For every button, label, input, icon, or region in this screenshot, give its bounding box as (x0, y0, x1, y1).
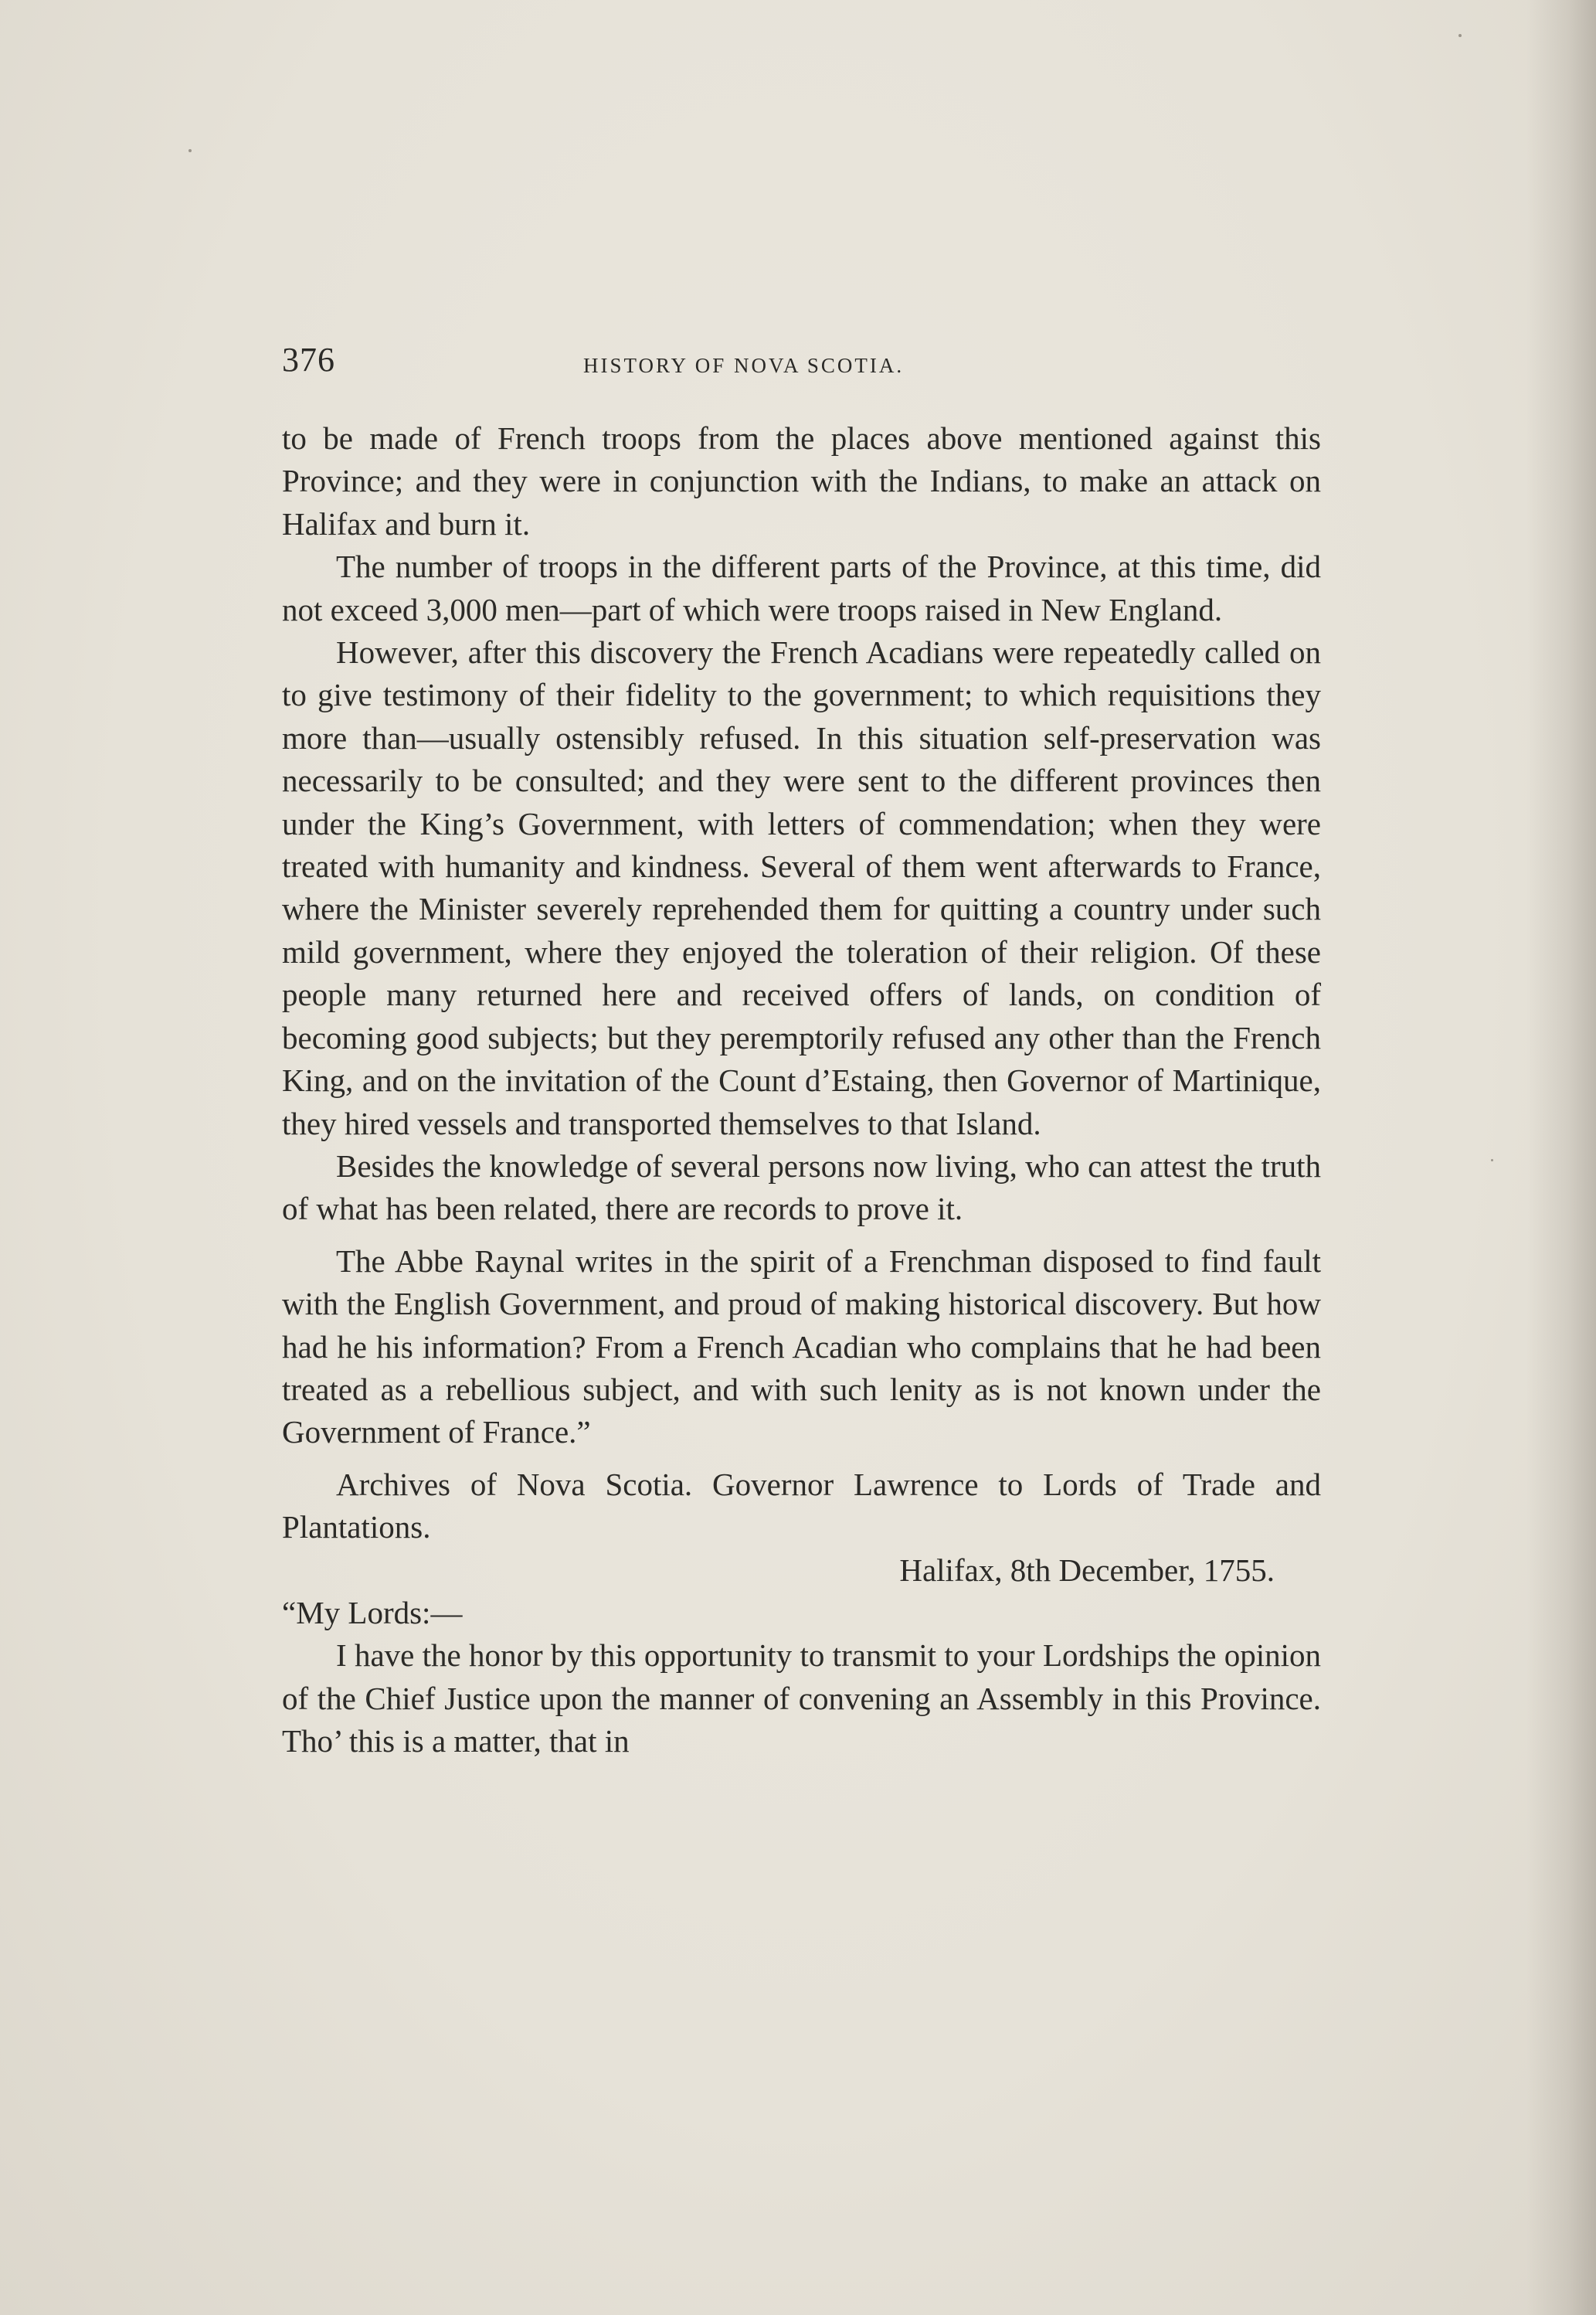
paragraph-continued: to be made of French troops from the places above mentioned against this Province; and they were in conjunction with the Indians, to make an attack on Halifax and burn it. (282, 420, 1321, 542)
paper-speck (188, 149, 192, 152)
paper-speck (1458, 34, 1462, 37)
body-text (282, 417, 1321, 1763)
paragraph: The Abbe Raynal writes in the spirit of a Frenchman disposed to find fault with the English Government, and proud of making historical discovery. But how had he his information? From a French Acadian who complains that he had been treated as a rebellious subject, and with such lenity as is not known under the Government of France.” (282, 1242, 1321, 1450)
running-head: HISTORY OF NOVA SCOTIA. (583, 354, 905, 377)
source-citation: Archives of Nova Scotia. Governor Lawrence to Lords of Trade and Plantations. (282, 1466, 1321, 1545)
page-gutter-shadow (1526, 0, 1596, 2315)
paragraph: However, after this discovery the French Acadians were repeatedly called on to give testimony of their fidelity to the government; to which requisitions they more than—usually ostensibly refused. In this situation self-preservation was necessarily to be consulted; and they were sent to the different provinces then under the King’s Government, with letters of commendation; when they were treated with humanity and kindness. Several of them went afterwards to France, where the Minister severely reprehended them for quitting a country under such mild government, where they enjoyed the toleration of their religion. Of these people many returned here and received offers of lands, on condition of becoming good subjects; but they peremptorily refused any other than the French King, and on the invitation of the Count d’Estaing, then Governor of Martinique, they hired vessels and transported themselves to that Island. (282, 634, 1321, 1141)
paragraph: Besides the knowledge of several persons now living, who can attest the truth of what has been related, there are records to prove it. (282, 1147, 1321, 1227)
page-number: 376 (282, 341, 335, 379)
page-header (282, 340, 1321, 386)
paragraph: The number of troops in the different parts of the Province, at this time, did not exceed 3,000 men—part of which were troops raised in New England. (282, 549, 1321, 627)
paragraph: I have the honor by this opportunity to transmit to your Lordships the opinion of the Chief Justice upon the manner of convening an Assembly in this Province. Tho’ this is a matter, that in (282, 1637, 1321, 1759)
paper-speck (1491, 1159, 1493, 1161)
letter-salutation: “My Lords:— (282, 1594, 463, 1630)
letter-dateline: Halifax, 8th December, 1755. (899, 1552, 1275, 1588)
